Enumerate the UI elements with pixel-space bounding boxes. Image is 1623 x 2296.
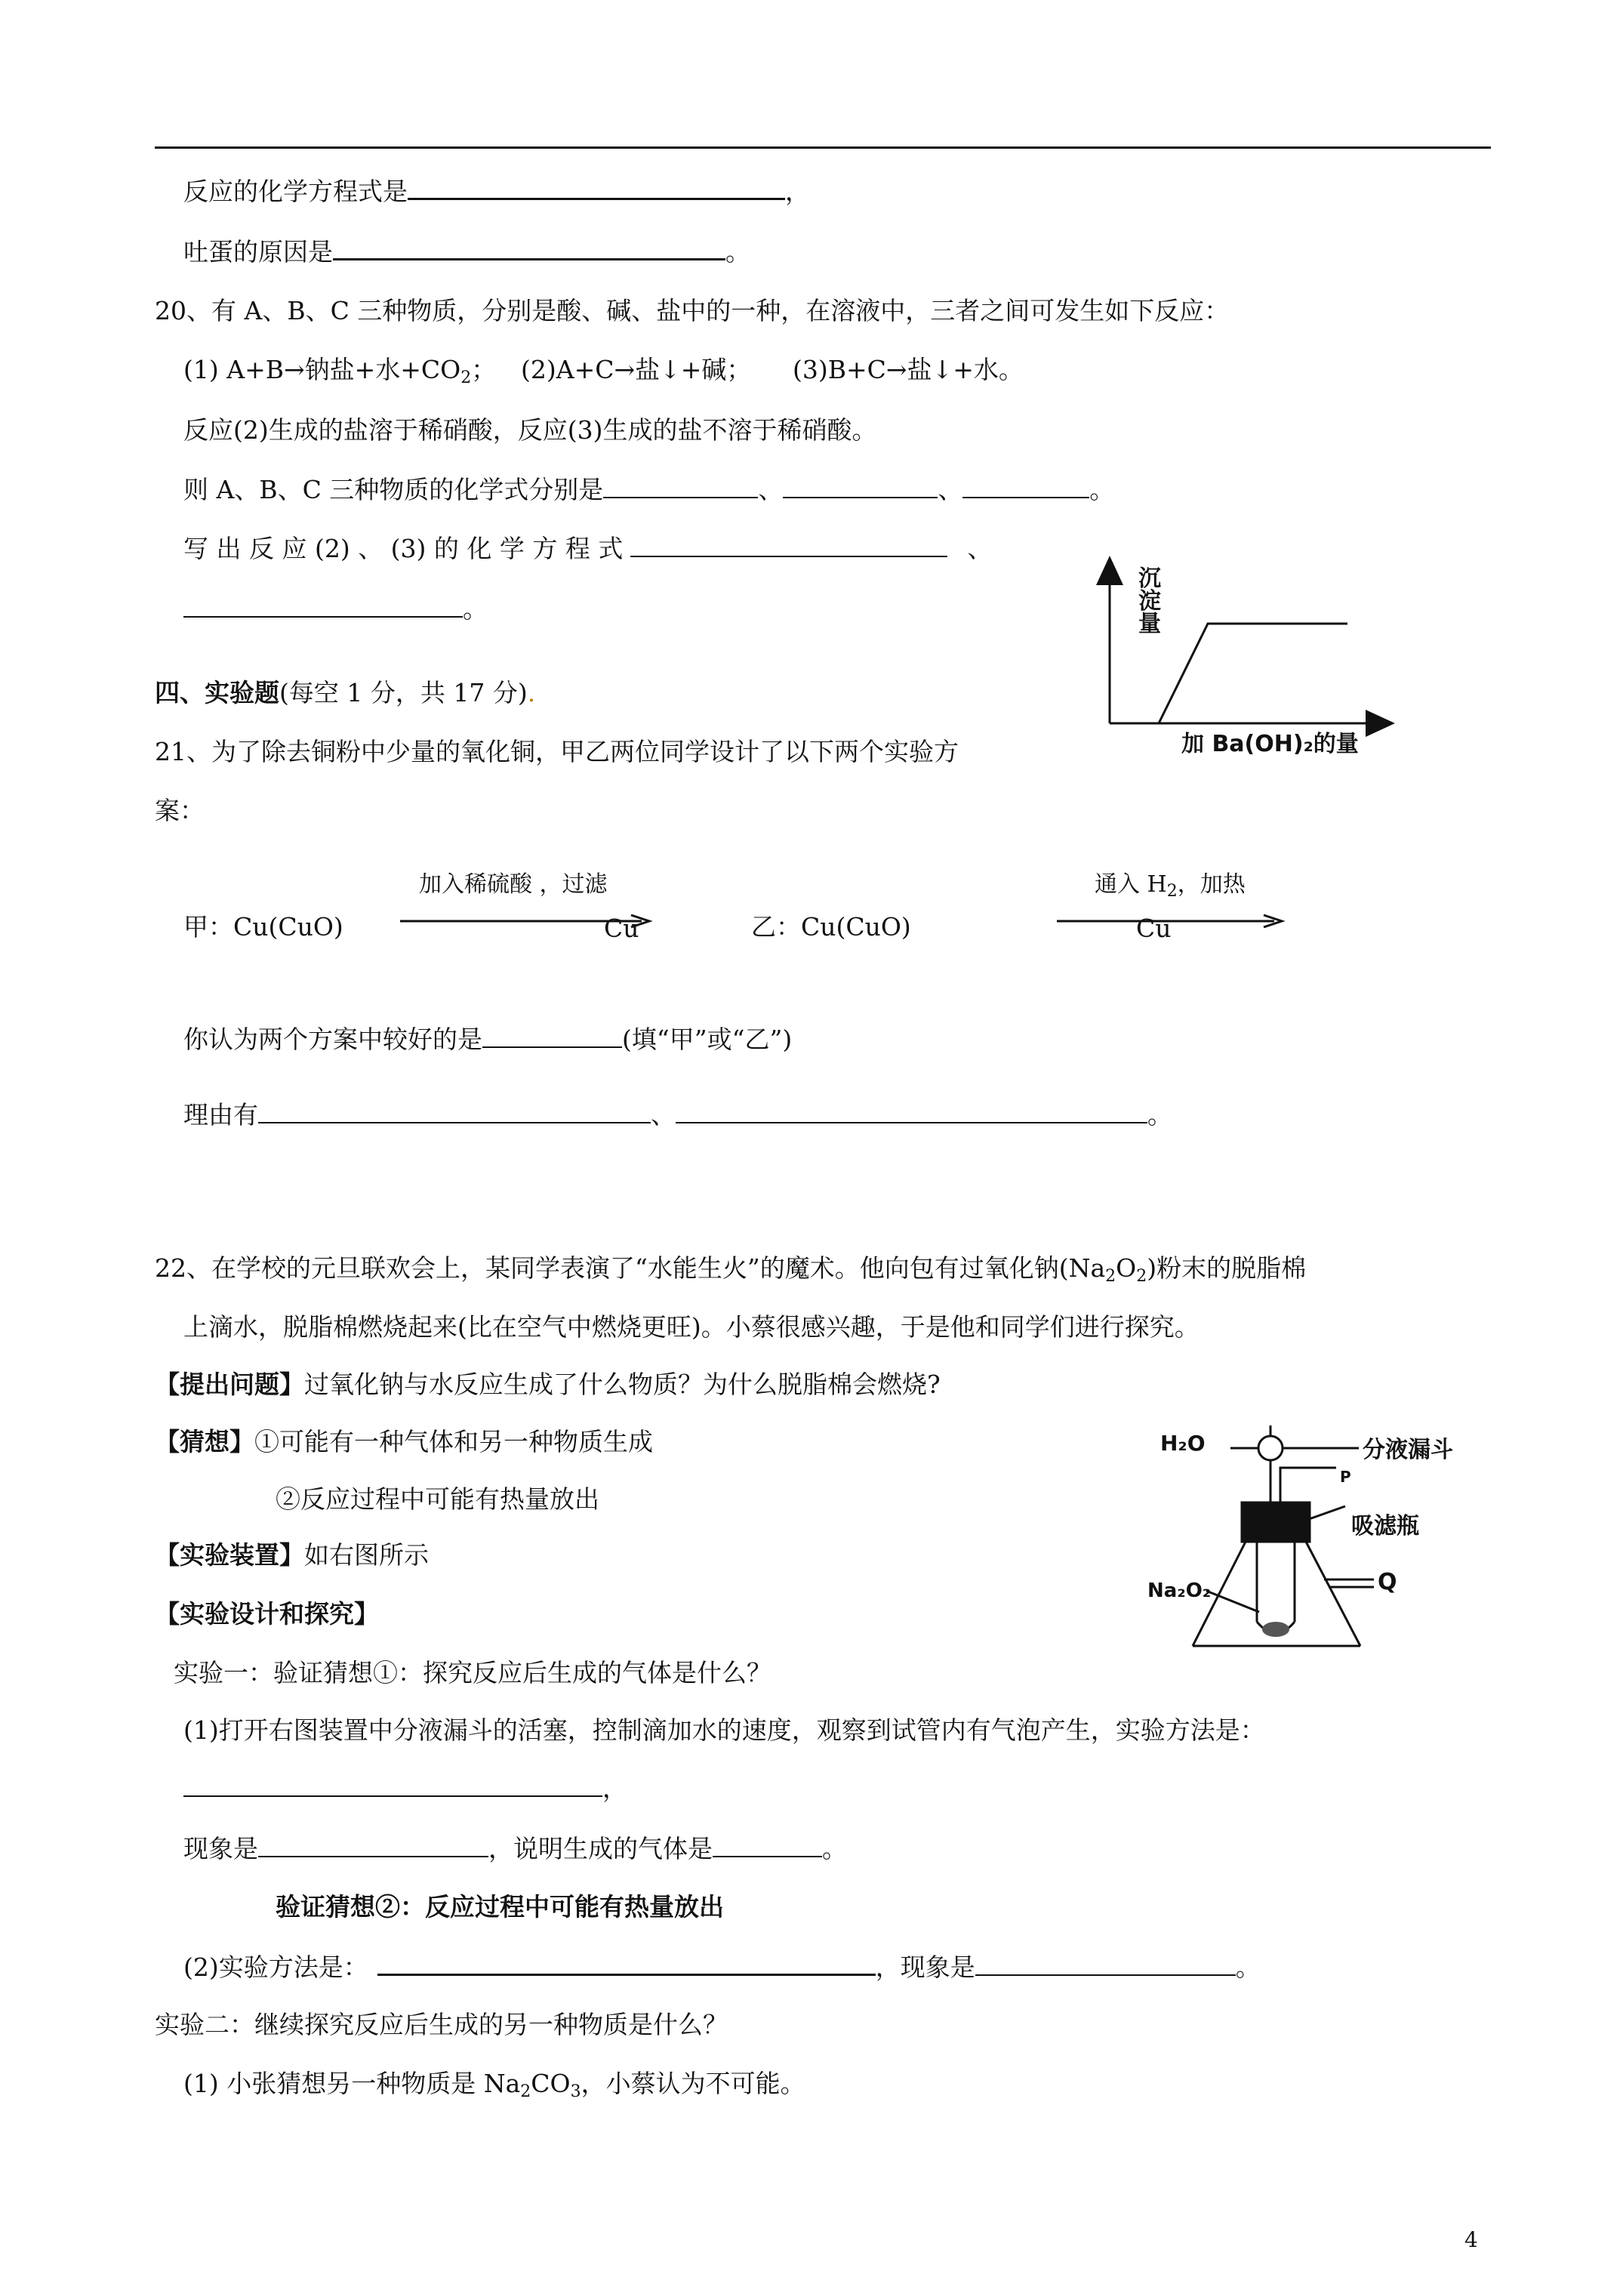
q20-intro: 20、有 A、B、C 三种物质，分别是酸、碱、盐中的一种，在溶液中，三者之间可发生如下反应： xyxy=(155,296,1230,325)
exp2-title: 实验二：继续探究反应后生成的另一种物质是什么？ xyxy=(155,2010,728,2039)
answer-blank[interactable] xyxy=(630,533,947,557)
apparatus-reagent-label: Na₂O₂ xyxy=(1147,1579,1212,1602)
exp1-phenomenon: 现象是 ，说明生成的气体是 。 xyxy=(183,1834,847,1863)
q20-reaction-3: (3)B+C→盐↓+水。 xyxy=(793,355,1024,384)
answer-blank[interactable] xyxy=(783,474,938,498)
page-number: 4 xyxy=(1464,2227,1478,2252)
answer-blank[interactable] xyxy=(676,1099,1147,1123)
q20-ask-equations-2: 。 xyxy=(183,593,488,624)
answer-blank[interactable] xyxy=(333,236,725,260)
q19-line1: 反应的化学方程式是 ， xyxy=(183,177,810,206)
jia-label: 甲：Cu(CuO) xyxy=(183,912,343,942)
answer-blank[interactable] xyxy=(482,1024,622,1048)
q22-design: 【实验设计和探究】 xyxy=(155,1599,379,1629)
q20-note: 反应(2)生成的盐溶于稀硝酸，反应(3)生成的盐不溶于稀硝酸。 xyxy=(183,415,877,445)
q20-reaction-1: (1) A+B→钠盐+水$+CO_2$； xyxy=(183,355,497,387)
q20-reaction-2: (2)A+C→盐↓+碱； xyxy=(521,355,752,384)
exp1-title: 实验一：验证猜想①：探究反应后生成的气体是什么？ xyxy=(174,1658,771,1687)
section-heading: 四、实验题(每空 1 分，共 17 分). xyxy=(155,678,536,707)
answer-blank[interactable] xyxy=(603,474,758,498)
q22-intro-2: 上滴水，脱脂棉燃烧起来(比在空气中燃烧更旺)。小蔡很感兴趣，于是他和同学们进行探究。 xyxy=(183,1312,1200,1342)
q21-ask: 你认为两个方案中较好的是 (填“甲”或“乙”) xyxy=(183,1025,793,1054)
q22-guess: 【猜想】①可能有一种气体和另一种物质生成 xyxy=(155,1427,653,1456)
jia-product: Cu xyxy=(604,914,639,943)
q20-ask-formulas: 则 A、B、C 三种物质的化学式分别是 、 、 。 xyxy=(183,475,1115,504)
answer-blank[interactable] xyxy=(183,1773,602,1797)
exp1-step-2: (2)实验方法是： ，现象是 。 xyxy=(183,1952,1261,1982)
apparatus-water-label: H₂O xyxy=(1160,1431,1206,1456)
apparatus-q-label: Q xyxy=(1378,1569,1397,1595)
q21-intro-2: 案： xyxy=(155,796,205,825)
q22-problem: 【提出问题】过氧化钠与水反应生成了什么物质？为什么脱脂棉会燃烧? xyxy=(155,1370,941,1399)
apparatus-funnel-label: 分液漏斗 xyxy=(1363,1437,1453,1463)
exp1-method: ， xyxy=(183,1773,627,1804)
header-rule xyxy=(155,146,1491,149)
q22-guess-2: ②反应过程中可能有热量放出 xyxy=(276,1484,599,1514)
yi-product: Cu xyxy=(1136,914,1172,943)
q21-intro: 21、为了除去铜粉中少量的氧化铜，甲乙两位同学设计了以下两个实验方 xyxy=(155,737,959,766)
exp1-step: (1)打开右图装置中分液漏斗的活塞，控制滴加水的速度，观察到试管内有气泡产生，实验方法是： xyxy=(183,1715,1265,1745)
answer-blank[interactable] xyxy=(377,1951,876,1976)
graph-ylabel: 沉 淀 量 xyxy=(1138,566,1161,637)
q21-reason: 理由有 、 。 xyxy=(183,1100,1172,1130)
verify-guess-2: 验证猜想②：反应过程中可能有热量放出 xyxy=(276,1892,724,1922)
exp2-step: (1) 小张猜想另一种物质是 $Na_2CO_3$，小蔡认为不可能。 xyxy=(183,2069,805,2101)
answer-blank[interactable] xyxy=(962,474,1089,498)
answer-blank[interactable] xyxy=(975,1952,1236,1976)
q20-ask-equations: 写 出 反 应 (2) 、 (3) 的 化 学 方 程 式 、 xyxy=(183,534,993,563)
jia-condition: 加入稀硫酸 ，过滤 xyxy=(419,871,608,898)
q19-line2: 吐蛋的原因是 。 xyxy=(183,237,750,267)
answer-blank[interactable] xyxy=(258,1099,651,1123)
answer-blank[interactable] xyxy=(713,1833,822,1857)
graph-xlabel: 加 Ba(OH)₂的量 xyxy=(1181,731,1359,757)
answer-blank[interactable] xyxy=(258,1833,488,1857)
yi-condition: 通入 $H_2$，加热 xyxy=(1095,871,1246,901)
answer-blank[interactable] xyxy=(408,175,785,200)
apparatus-p-label: P xyxy=(1340,1468,1351,1486)
q22-intro: 22、在学校的元旦联欢会上，某同学表演了“水能生火”的魔术。他向包有过氧化钠$(Na_2O_2)$粉末的脱脂棉 xyxy=(155,1253,1307,1286)
precipitate-curve xyxy=(1159,624,1347,723)
yi-arrow xyxy=(1057,914,1298,929)
answer-blank[interactable] xyxy=(183,593,463,618)
q22-device: 【实验装置】如右图所示 xyxy=(155,1540,429,1570)
yi-label: 乙：Cu(CuO) xyxy=(751,912,911,942)
apparatus-flask-label: 吸滤瓶 xyxy=(1351,1513,1419,1539)
